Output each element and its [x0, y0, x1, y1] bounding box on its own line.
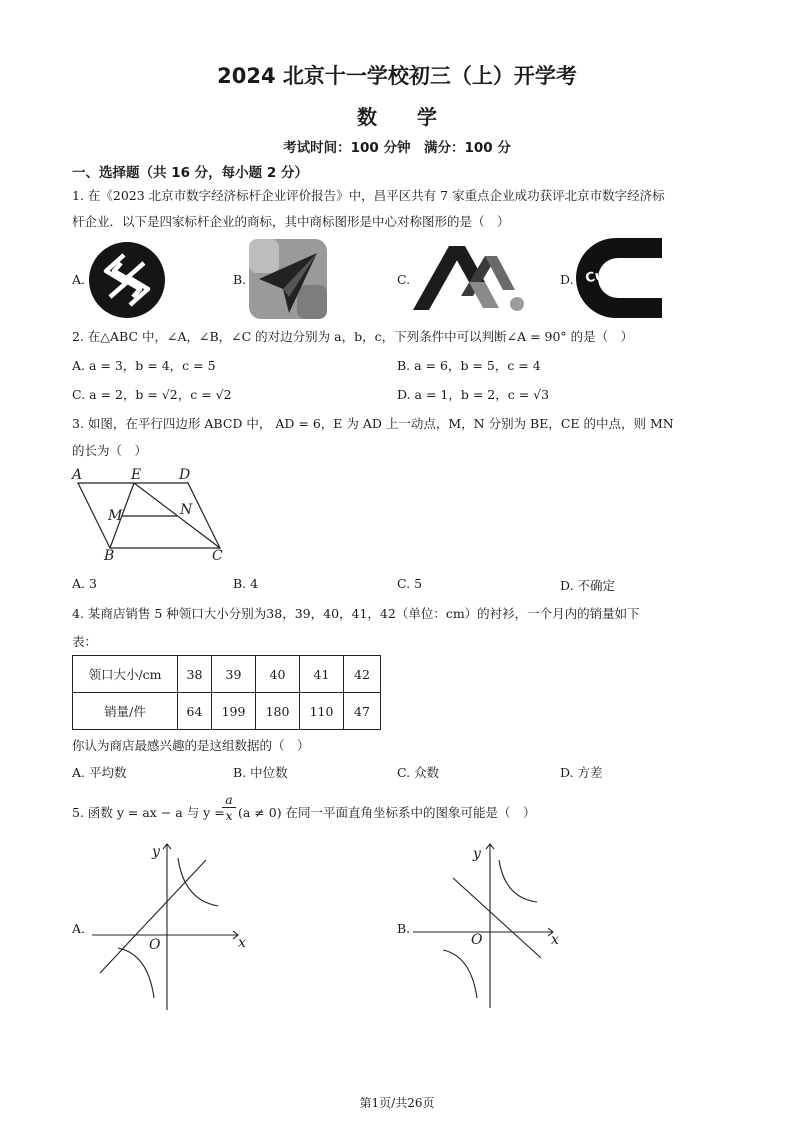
exam-meta: 考试时间：100 分钟 满分：100 分 — [283, 140, 511, 156]
q4-option-c: C. 众数 — [397, 765, 440, 780]
cummins-logo-icon — [576, 238, 662, 320]
subject-heading: 数学 — [357, 105, 477, 129]
table-cell: 39 — [212, 656, 256, 693]
label-m: M — [108, 508, 123, 524]
q4-line2: 表： — [72, 634, 98, 649]
fraction-numerator: a — [225, 792, 233, 807]
table-cell: 47 — [344, 693, 381, 730]
q5-fraction — [222, 792, 236, 823]
origin-label: O — [149, 937, 161, 953]
fraction-denominator: x — [222, 807, 236, 823]
q3-option-b: B. 4 — [233, 576, 259, 591]
q3-option-a: A. 3 — [72, 576, 97, 591]
q4-option-a: A. 平均数 — [72, 765, 127, 780]
q1-option-c: C. — [397, 272, 411, 287]
q1-line2: 杆企业．以下是四家标杆企业的商标，其中商标图形是中心对称图形的是（ ） — [72, 214, 510, 229]
graph-b — [413, 838, 563, 1013]
q2-stem: 2. 在△ABC 中，∠A，∠B，∠C 的对边分别为 a，b，c，下列条件中可以判断∠A = 90° 的是（ ） — [72, 329, 634, 344]
origin-label: O — [471, 932, 483, 948]
parallelogram-figure — [68, 464, 233, 564]
table-cell: 38 — [178, 656, 212, 693]
y-axis-label: y — [473, 846, 481, 862]
label-e: E — [131, 467, 142, 483]
q3-option-d: D. 不确定 — [560, 578, 616, 593]
q4-line1: 4. 某商店销售 5 种领口大小分别为38，39，40，41，42（单位：cm）的衬衫，一个月内的销量如下 — [72, 606, 640, 621]
label-b: B — [104, 548, 115, 564]
china-mobile-logo-icon — [88, 241, 166, 319]
q4-option-d: D. 方差 — [560, 765, 603, 780]
triple-m-logo-icon — [413, 240, 528, 318]
label-c: C — [212, 548, 223, 564]
page-title: 2024 北京十一学校初三（上）开学考 — [217, 64, 577, 88]
q2-option-a: A. a = 3，b = 4，c = 5 — [72, 358, 216, 373]
table-header-cell: 销量/件 — [73, 693, 178, 730]
q1-line1: 1. 在《2023 北京市数字经济标杆企业评价报告》中，昌平区共有 7 家重点企业成功获评北京市数字经济标 — [72, 188, 665, 203]
q2-option-c: C. a = 2，b = √2，c = √2 — [72, 387, 232, 402]
table-row — [73, 656, 381, 693]
table-cell: 41 — [300, 656, 344, 693]
q5-stem-a: 5. 函数 y = ax − a 与 y = — [72, 805, 225, 820]
q2-option-d: D. a = 1，b = 2，c = √3 — [397, 387, 550, 402]
page-footer: 第1页/共26页 — [359, 1096, 435, 1110]
q3-option-c: C. 5 — [397, 576, 423, 591]
table-row — [73, 693, 381, 730]
q1-option-d: D. — [560, 272, 574, 287]
paper-plane-logo-icon — [249, 239, 327, 319]
q5-option-a: A. — [72, 921, 86, 936]
graph-a — [88, 838, 253, 1013]
table-cell: 40 — [256, 656, 300, 693]
q3-line1: 3. 如图，在平行四边形 ABCD 中， AD = 6，E 为 AD 上一动点，M，N 分别为 BE，CE 的中点，则 MN — [72, 416, 674, 431]
table-header-cell: 领口大小/cm — [73, 656, 178, 693]
label-d: D — [179, 467, 191, 483]
q2-option-b: B. a = 6，b = 5，c = 4 — [397, 358, 541, 373]
sales-table — [72, 655, 381, 730]
q5-option-b: B. — [397, 921, 411, 936]
section-heading: 一、选择题（共 16 分，每小题 2 分） — [72, 165, 308, 181]
cummins-wordmark: Cummins — [584, 257, 654, 287]
label-a: A — [72, 467, 83, 483]
q1-option-b: B. — [233, 272, 247, 287]
table-cell: 110 — [300, 693, 344, 730]
y-axis-label: y — [152, 844, 160, 860]
label-n: N — [180, 502, 193, 518]
q5-stem-b: (a ≠ 0) 在同一平面直角坐标系中的图象可能是（ ） — [238, 805, 536, 820]
table-cell: 42 — [344, 656, 381, 693]
table-cell: 180 — [256, 693, 300, 730]
x-axis-label: x — [551, 932, 559, 948]
x-axis-label: x — [238, 935, 246, 951]
table-cell: 64 — [178, 693, 212, 730]
q1-option-a: A. — [72, 272, 86, 287]
q4-option-b: B. 中位数 — [233, 765, 288, 780]
q4-after: 你认为商店最感兴趣的是这组数据的（ ） — [72, 738, 310, 753]
table-cell: 199 — [212, 693, 256, 730]
q3-line2: 的长为（ ） — [72, 443, 148, 458]
